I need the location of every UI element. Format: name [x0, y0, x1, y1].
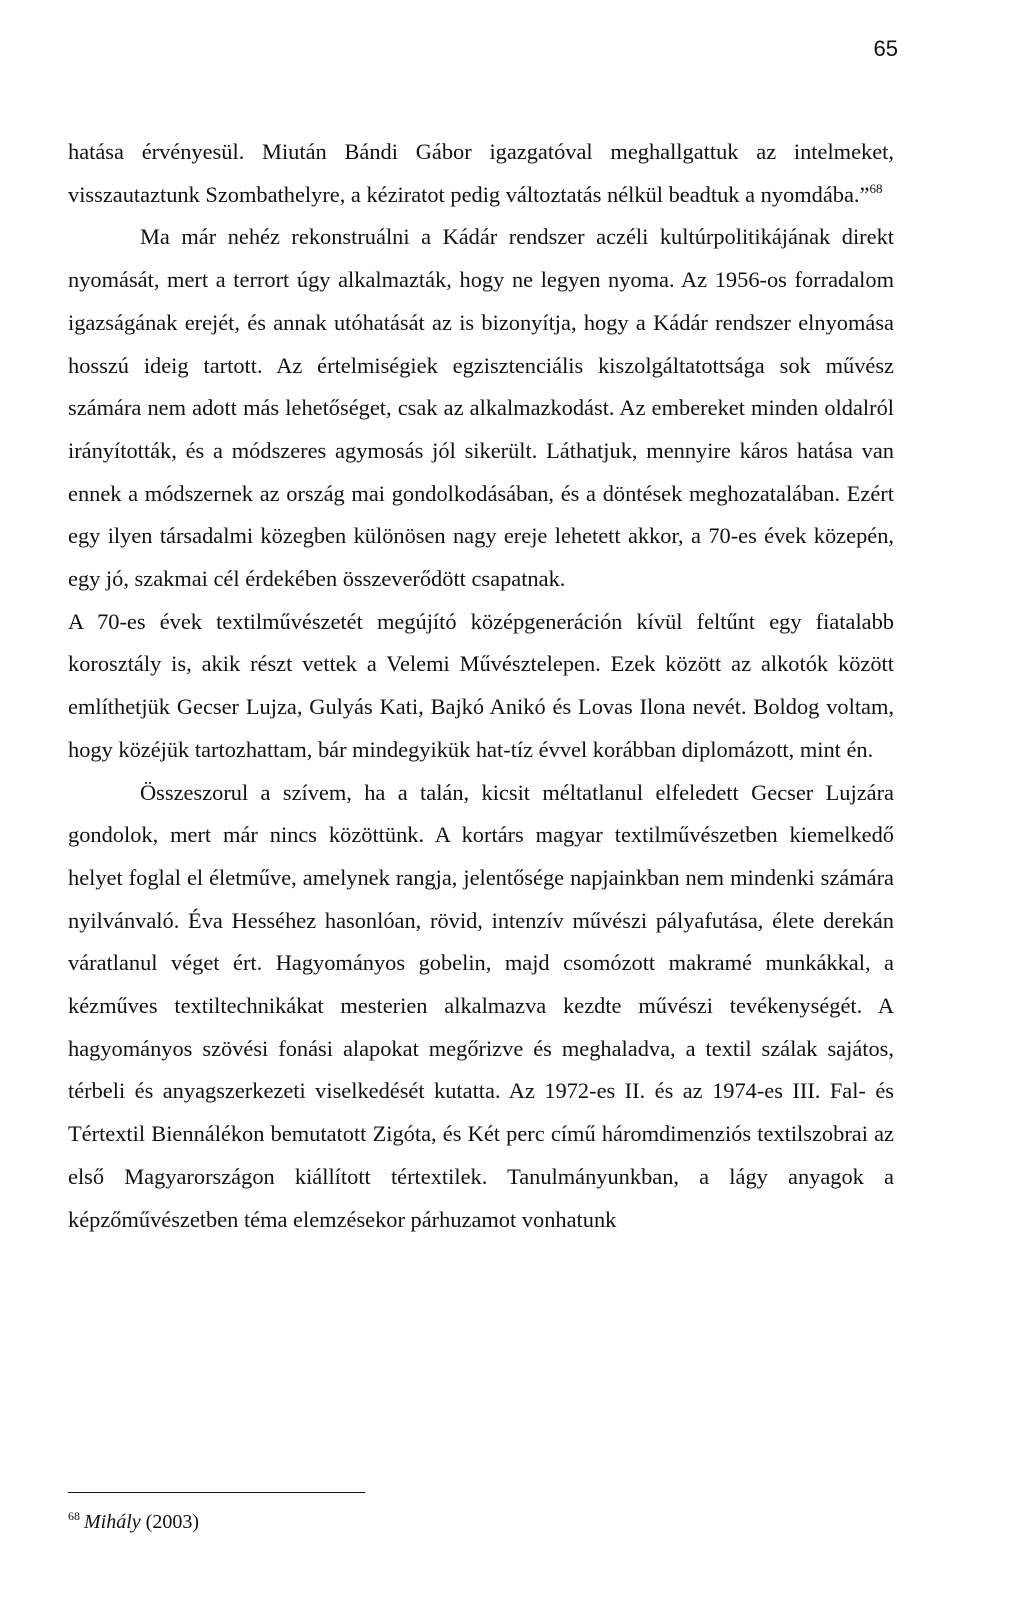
- paragraph: Ma már nehéz rekonstruálni a Kádár rendszer aczéli kultúrpolitikájának direkt nyomását, mert a terrort úgy alkalmazták, hogy ne legyen nyoma. Az 1956-os forradalom igazságának erejét, és annak utóhatását az is bizonyítja, hogy a Kádár rendszer elnyomása hosszú ideig tartott. Az értelmiségiek egzisztenciális kiszolgáltatottsága sok művész számára nem adott más lehetőséget, csak az alkalmazkodást. Az embereket minden oldalról irányították, és a módszeres agymosás jól sikerült. Láthatjuk, mennyire káros hatása van ennek a módszernek az ország mai gondolkodásában, és a döntések meghozatalában. Ezért egy ilyen társadalmi közegben különösen nagy ereje lehetett akkor, a 70-es évek közepén, egy jó, szakmai cél érdekében összeverődött csapatnak.: [68, 224, 894, 592]
- paragraph: Összeszorul a szívem, ha a talán, kicsit méltatlanul elfeledett Gecser Lujzára gondolok, mert már nincs közöttünk. A kortárs magyar textilművészetben kiemelkedő helyet foglal el életműve, amelynek rangja, jelentősége napjainkban nem mindenki számára nyilvánvaló. Éva Hesséhez hasonlóan, rövid, intenzív művészi pályafutása, élete derekán váratlanul véget ért. Hagyományos gobelin, majd csomózott makramé munkákkal, a kézműves textiltechnikákat mesterien alkalmazva kezdte művészi tevékenységét. A hagyományos szövési fonási alapokat megőrizve és meghaladva, a textil szálak sajátos, térbeli és anyagszerkezeti viselkedését kutatta. Az 1972-es II. és az 1974-es III. Fal- és Tértextil Biennálékon bemutatott Zigóta, és Két perc című háromdimenziós textilszobrai az első Magyarországon kiállított tértextilek. Tanulmányunkban, a lágy anyagok a képzőművészetben téma elemzésekor párhuzamot vonhatunk: [68, 779, 894, 1232]
- paragraph: [68, 131, 894, 216]
- paragraph-text: hatása érvényesül. Miután Bándi Gábor igazgatóval meghallgattuk az intelmeket, visszautaztunk Szombathelyre, a kéziratot pedig változtatás nélkül beadtuk a nyomdába.”: [68, 139, 894, 207]
- footnote-number: 68: [68, 1509, 80, 1523]
- footnote-separator: [68, 1492, 365, 1493]
- paragraph: A 70-es évek textilművészetét megújító középgeneráción kívül feltűnt egy fiatalabb korosztály is, akik részt vettek a Velemi Művésztelepen. Ezek között az alkotók között említhetjük Gecser Lujza, Gulyás Kati, Bajkó Anikó és Lovas Ilona nevét. Boldog voltam, hogy közéjük tartozhattam, bár mindegyikük hat-tíz évvel korábban diplomázott, mint én.: [68, 608, 894, 762]
- footnote-reference[interactable]: 68: [869, 180, 883, 196]
- footnote-year: (2003): [145, 1511, 199, 1533]
- body-text: [68, 131, 894, 1241]
- footnote: [68, 1510, 199, 1534]
- page-number: 65: [873, 36, 898, 61]
- footnote-author: Mihály: [84, 1511, 141, 1533]
